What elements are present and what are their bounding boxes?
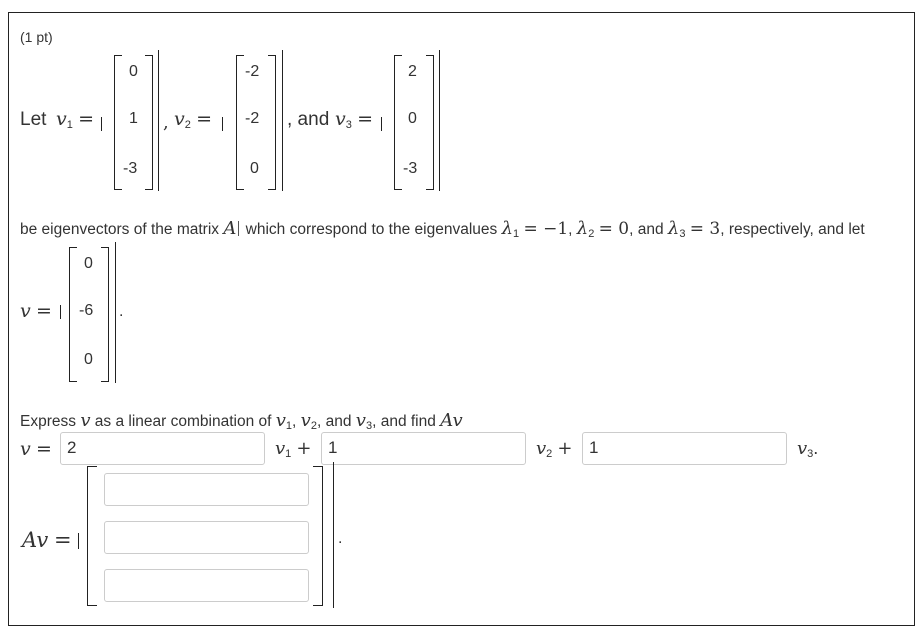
v-entry: 0 xyxy=(84,255,93,272)
v1-bar xyxy=(158,50,159,191)
v-right-bracket xyxy=(101,247,109,382)
coefficient-1-input[interactable]: 2 xyxy=(60,432,265,465)
v2-bar xyxy=(282,50,283,191)
eq-cursor xyxy=(101,117,102,131)
v2-symbol: $v_2$ = xyxy=(174,108,213,131)
Av-entry-3-input[interactable] xyxy=(104,569,309,602)
eq-cursor xyxy=(381,117,382,131)
v-entry: -6 xyxy=(79,302,94,319)
and-label: , and xyxy=(287,109,330,130)
v-left-bracket xyxy=(69,247,77,382)
v3-right-bracket xyxy=(426,55,434,190)
v1-plus: $v_1$ + xyxy=(275,438,312,460)
v3-entry: 0 xyxy=(408,110,417,127)
v1-left-bracket xyxy=(114,55,122,190)
v2-plus: $v_2$ + xyxy=(536,438,573,460)
comma: , xyxy=(163,112,169,133)
Av-bar xyxy=(333,462,334,608)
v3-entry: -3 xyxy=(403,160,418,177)
v2-right-bracket xyxy=(268,55,276,190)
Av-entry-2-input[interactable] xyxy=(104,521,309,554)
v3-left-bracket xyxy=(394,55,402,190)
express-sentence: Express v as a linear combination of $v_1$, $v_2$, and $v_3$, and find Av xyxy=(20,410,463,432)
points-label: (1 pt) xyxy=(20,29,53,45)
v2-entry: 0 xyxy=(250,160,259,177)
period: . xyxy=(338,530,343,547)
Av-entry-1-input[interactable] xyxy=(104,473,309,506)
v-bar xyxy=(115,242,116,383)
v1-symbol: $v_1$ = xyxy=(56,108,95,131)
coefficient-2-input[interactable]: 1 xyxy=(321,432,526,465)
eigen-sentence: be eigenvectors of the matrix A which correspond to the eigenvalues $\lambda_1 = -1$, $\lambda_2 = 0$, and $\lambda_3 = 3$, respectively, and let xyxy=(20,218,865,240)
period: . xyxy=(119,303,124,320)
eq-cursor xyxy=(78,533,79,549)
Av-symbol: Av = xyxy=(22,528,72,552)
Av-left-bracket xyxy=(87,466,97,606)
v2-left-bracket xyxy=(236,55,244,190)
v1-entry: -3 xyxy=(123,160,138,177)
v-entry: 0 xyxy=(84,351,93,368)
v2-entry: -2 xyxy=(245,110,260,127)
v1-entry: 0 xyxy=(129,63,138,80)
coefficient-3-input[interactable]: 1 xyxy=(582,432,787,465)
v3-symbol: $v_3$ = xyxy=(335,108,374,131)
let-label: Let xyxy=(20,109,47,130)
eq-cursor xyxy=(222,117,223,131)
v-symbol: v = xyxy=(20,300,52,322)
v3-bar xyxy=(439,50,440,191)
v1-right-bracket xyxy=(145,55,153,190)
v2-entry: -2 xyxy=(245,63,260,80)
combo-v-symbol: v = xyxy=(20,438,52,460)
v3-period: $v_3$. xyxy=(797,438,819,460)
Av-right-bracket xyxy=(313,466,323,606)
v3-entry: 2 xyxy=(408,63,417,80)
v1-entry: 1 xyxy=(129,110,138,127)
eq-cursor xyxy=(60,305,61,319)
